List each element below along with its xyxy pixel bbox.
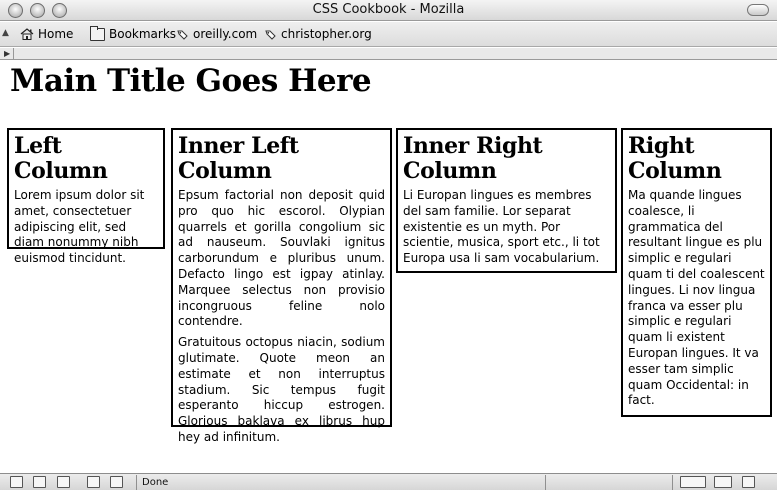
right-column <box>621 128 772 417</box>
toolbar-bookmark-oreilly-label: oreilly.com <box>193 27 258 41</box>
personal-toolbar <box>0 22 777 47</box>
bookmark-icon <box>176 28 189 41</box>
toolbar-bookmarks-label: Bookmarks <box>109 27 177 41</box>
home-icon <box>20 28 34 40</box>
window-title-bar <box>0 0 777 21</box>
right-column-heading: Right Column <box>628 133 722 184</box>
toolbar-bookmark-oreilly[interactable] <box>176 27 257 41</box>
left-column-heading: Left Column <box>14 133 108 184</box>
inner-left-column <box>171 128 392 444</box>
status-divider <box>672 475 673 490</box>
bookmark-icon <box>264 28 277 41</box>
cookie-icon[interactable] <box>714 476 732 488</box>
right-column-text: Ma quande lingues coalesce, li grammatica del resultant lingue es plu simplic e regulari quam ti del coalescent lingues. Li nov lingua franca va esser plu simplic e regulari quam li existent Europan lingues. It va esser tam simplic quam Occidental: in fact. <box>628 188 765 408</box>
security-lock-icon[interactable] <box>742 476 755 488</box>
toolbar-bookmarks-button[interactable] <box>90 27 176 41</box>
status-divider <box>545 475 546 490</box>
inner-right-column-text: Li Europan lingues es membres del sam familie. Lor separat existentie es un myth. Por scientie, musica, sport etc., li tot Europa usa li sam vocabularium. <box>403 188 600 266</box>
inner-left-column-paragraph-1: Epsum factorial non deposit quid pro quo hic escorol. Olypian quarrels et gorilla congolium sic ad nauseum. Souvlaki ignitus carborundum e pluribus unum. Defacto lingo est igpay atinlay. Marquee selectus non provisio incongruous feline nolo contendre. <box>178 188 385 329</box>
inner-right-column-heading: Inner Right Column <box>403 133 543 184</box>
toolbar-toggle-button[interactable] <box>747 4 769 16</box>
toolbar-home-button[interactable] <box>20 27 73 41</box>
composer-icon[interactable] <box>110 476 123 488</box>
inner-right-column <box>396 128 617 273</box>
status-text: Done <box>142 477 169 488</box>
inner-left-column-paragraph-2: Gratuitous octopus niacin, sodium glutimate. Quote meon an estimate et non interruptus stadium. Sic tempus fugit esperanto hiccup estrogen. Glorious baklava ex librus hup hey ad infinitum. <box>178 335 385 444</box>
window-title: CSS Cookbook - Mozilla <box>312 2 465 17</box>
chat-icon[interactable] <box>57 476 70 488</box>
toolbar-home-label: Home <box>38 27 74 41</box>
status-divider <box>136 475 137 490</box>
expand-toolbar-icon[interactable]: ▶ <box>4 49 11 58</box>
toolbar-divider <box>13 48 14 60</box>
online-status-icon[interactable] <box>680 476 706 488</box>
navigator-icon[interactable] <box>10 476 23 488</box>
folder-icon <box>90 28 105 41</box>
toolbar-bookmark-christopher[interactable] <box>264 27 372 41</box>
page-title: Main Title Goes Here <box>10 63 372 99</box>
status-bar <box>0 473 777 490</box>
toolbar-grip-icon[interactable]: ▲ <box>2 28 9 38</box>
address-book-icon[interactable] <box>87 476 100 488</box>
toolbar-bookmark-christopher-label: christopher.org <box>281 27 372 41</box>
inner-left-column-heading: Inner Left Column <box>178 133 299 184</box>
left-column-text: Lorem ipsum dolor sit amet, consectetuer adipiscing elit, sed diam nonummy nibh euismod tincidunt. <box>14 188 145 266</box>
mail-icon[interactable] <box>33 476 46 488</box>
page-content <box>0 61 777 473</box>
left-column <box>7 128 165 266</box>
collapsed-toolbar <box>0 48 777 60</box>
